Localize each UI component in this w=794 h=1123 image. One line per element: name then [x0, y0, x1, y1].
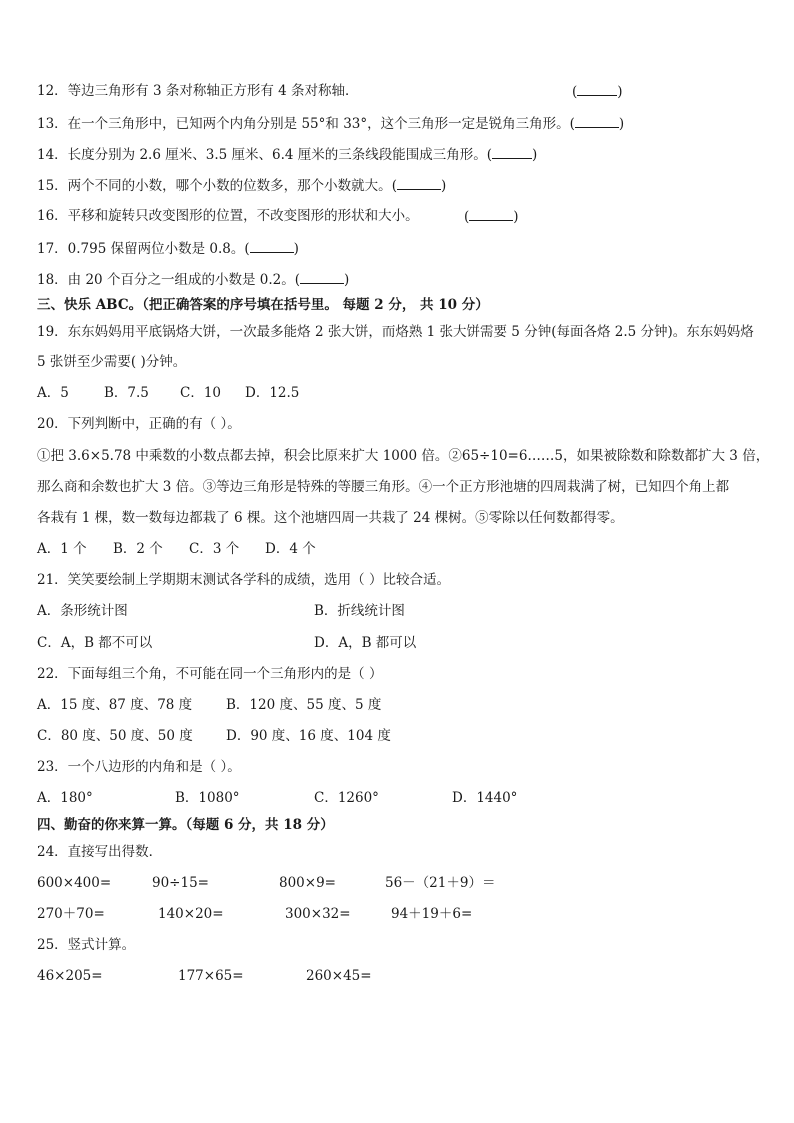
answer-blank-18[interactable]: ( )	[294, 272, 350, 288]
q24-calc-8: 94＋19＋6=	[391, 906, 473, 922]
question-19-line1: 19．东东妈妈用平底锅烙大饼，一次最多能烙 2 张大饼，而烙熟 1 张大饼需要 5 分钟(每面各烙 2.5 分钟)。东东妈妈烙	[37, 324, 754, 340]
question-20-stem: 20．下列判断中，正确的有（ ）。	[37, 416, 241, 432]
q20-option-a[interactable]: A．1 个	[37, 541, 87, 557]
question-19-line2: 5 张饼至少需要( )分钟。	[37, 354, 187, 370]
q24-calc-2: 90÷15=	[152, 875, 209, 891]
q20-option-d[interactable]: D．4 个	[265, 541, 316, 557]
q23-option-b[interactable]: B．1080°	[175, 790, 240, 806]
answer-blank-17[interactable]: ( )	[244, 241, 299, 257]
question-13-text: 13．在一个三角形中，已知两个内角分别是 55°和 33°，这个三角形一定是锐角三角形。	[37, 116, 570, 132]
q19-option-c[interactable]: C．10	[180, 385, 222, 401]
q21-option-a[interactable]: A．条形统计图	[37, 603, 128, 619]
question-20-line1: ①把 3.6×5.78 中乘数的小数点都去掉，积会比原来扩大 1000 倍。②65÷10=6……5，如果被除数和除数都扩大 3 倍，	[37, 448, 770, 464]
question-25-stem: 25．竖式计算。	[37, 937, 136, 953]
q24-calc-5: 270＋70=	[37, 906, 105, 922]
q21-option-b[interactable]: B．折线统计图	[314, 603, 405, 619]
q20-option-b[interactable]: B．2 个	[113, 541, 163, 557]
question-16-text: 16．平移和旋转只改变图形的位置，不改变图形的形状和大小。	[37, 208, 419, 224]
q24-calc-7: 300×32=	[285, 906, 351, 922]
section-3-title: 三、快乐 ABC。（把正确答案的序号填在括号里。 每题 2 分， 共 10 分）	[37, 297, 489, 313]
q19-option-b[interactable]: B．7.5	[104, 385, 149, 401]
q22-option-d[interactable]: D．90 度、16 度、104 度	[226, 728, 391, 744]
q25-calc-3: 260×45=	[306, 968, 372, 984]
section-4-title: 四、勤奋的你来算一算。（每题 6 分，共 18 分）	[37, 817, 334, 833]
q25-calc-1: 46×205=	[37, 968, 103, 984]
q19-option-a[interactable]: A．5	[37, 385, 69, 401]
question-23-stem: 23．一个八边形的内角和是（ ）。	[37, 759, 241, 775]
answer-blank-15[interactable]: ( )	[391, 178, 447, 194]
question-17	[37, 239, 299, 258]
question-18-text: 18．由 20 个百分之一组成的小数是 0.2。	[37, 272, 295, 288]
question-24-stem: 24．直接写出得数．	[37, 844, 163, 860]
answer-blank-12[interactable]: ( )	[572, 84, 623, 100]
question-18	[37, 270, 349, 289]
question-14	[37, 145, 537, 164]
question-20-line2: 那么商和余数也扩大 3 倍。③等边三角形是特殊的等腰三角形。④一个正方形池塘的四周栽满了树，已知四个角上都	[37, 479, 730, 495]
q21-option-c[interactable]: C．A，B 都不可以	[37, 635, 153, 651]
question-15	[37, 176, 446, 195]
q19-option-d[interactable]: D．12.5	[245, 385, 300, 401]
q21-option-d[interactable]: D．A，B 都可以	[314, 635, 417, 651]
question-12-text: 12．等边三角形有 3 条对称轴正方形有 4 条对称轴．	[37, 83, 359, 99]
q24-calc-3: 800×9=	[279, 875, 336, 891]
q22-option-c[interactable]: C．80 度、50 度、50 度	[37, 728, 193, 744]
question-12	[37, 82, 359, 100]
question-17-text: 17．0.795 保留两位小数是 0.8。	[37, 241, 245, 257]
q20-option-c[interactable]: C．3 个	[189, 541, 240, 557]
q22-option-b[interactable]: B．120 度、55 度、5 度	[226, 697, 382, 713]
q23-option-c[interactable]: C．1260°	[314, 790, 379, 806]
question-22-stem: 22．下面每组三个角，不可能在同一个三角形内的是（ ）	[37, 666, 383, 682]
question-15-text: 15．两个不同的小数，哪个小数的位数多，那个小数就大。	[37, 178, 392, 194]
answer-blank-14[interactable]: ( )	[486, 147, 538, 163]
q24-calc-1: 600×400=	[37, 875, 112, 891]
q25-calc-2: 177×65=	[178, 968, 244, 984]
q22-option-a[interactable]: A．15 度、87 度、78 度	[37, 697, 193, 713]
q23-option-a[interactable]: A．180°	[37, 790, 93, 806]
q24-calc-6: 140×20=	[158, 906, 224, 922]
question-21-stem: 21．笑笑要绘制上学期期末测试各学科的成绩，选用（ ）比较合适。	[37, 572, 450, 588]
question-16	[37, 207, 419, 225]
q24-calc-4: 56－（21＋9）＝	[385, 875, 496, 891]
question-14-text: 14．长度分别为 2.6 厘米、3.5 厘米、6.4 厘米的三条线段能围成三角形。	[37, 147, 487, 163]
answer-blank-16[interactable]: ( )	[464, 209, 519, 225]
question-20-line3: 各栽有 1 棵，数一数每边都栽了 6 棵。这个池塘四周一共栽了 24 棵树。⑤零除以任何数都得零。	[37, 510, 624, 526]
q23-option-d[interactable]: D．1440°	[452, 790, 518, 806]
answer-blank-13[interactable]: ( )	[569, 116, 625, 132]
question-13	[37, 114, 624, 133]
